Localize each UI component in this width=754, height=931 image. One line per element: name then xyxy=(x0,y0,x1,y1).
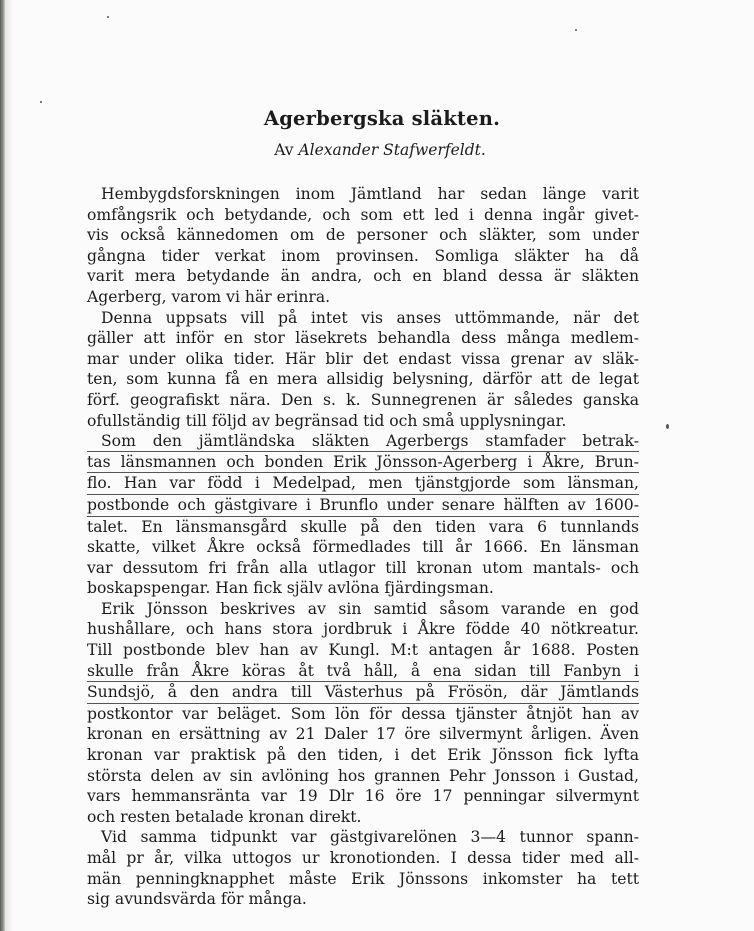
text-line: Denna uppsats vill på intet vis anses uttömmande, när det xyxy=(101,308,639,327)
text-line: vars hemmansränta var 19 Dlr 16 öre 17 penningar silvermynt xyxy=(87,787,639,806)
paper-speck xyxy=(40,101,42,103)
byline-prefix: Av xyxy=(274,141,294,159)
text-line: kronan en ersättning av 21 Daler 17 öre silvermynt årligen. Även xyxy=(87,725,639,744)
text-line: skatte, vilket Åkre också förmedlades till år 1666. En länsman xyxy=(87,538,639,557)
text-line: Agerberg, varom vi här erinra. xyxy=(87,287,331,306)
text-line: förf. geografiskt nära. Den s. k. Sunnegrenen är således ganska xyxy=(87,390,639,409)
text-line: talet. En länsmansgård skulle på den tiden vara 6 tunnlands xyxy=(87,517,639,536)
underlined-text-line: Som den jämtländska släkten Agerbergs stamfader betrak- xyxy=(87,431,639,452)
paper-speck xyxy=(107,16,109,18)
text-line: omfångsrik och betydande, och som ett led i denna ingår givet- xyxy=(87,205,639,224)
paper-speck xyxy=(666,424,669,429)
text-line: var dessutom fri från alla utlagor till kronan utom mantals- och xyxy=(87,558,639,577)
text-line: mar under olika tider. Här blir det endast vissa grenar av släk- xyxy=(87,349,639,368)
text-line: mål pr år, vilka uttogos ur kronotionden. I dessa tider med all- xyxy=(87,849,639,867)
underlined-text-line: flo. Han var född i Medelpad, men tjänstgjorde som länsman, xyxy=(87,473,639,495)
underlined-text-line: tas länsmannen och bonden Erik Jönsson-Agerberg i Åkre, Brun- xyxy=(87,452,639,474)
text-line: Erik Jönsson beskrives av sin samtid såsom varande en god xyxy=(101,599,639,618)
text-line: män penningknapphet måste Erik Jönssons inkomster ha tett xyxy=(87,869,639,888)
text-line: postkontor var beläget. Som lön för dessa tjänster åtnjöt han av xyxy=(87,704,639,723)
text-line: varit mera betydande än andra, och en bland dessa är släkten xyxy=(87,267,639,286)
article-body xyxy=(87,184,639,910)
paper-speck xyxy=(575,29,577,31)
text-line: boskapspengar. Han fick själv avlöna fjärdingsman. xyxy=(87,579,494,598)
text-line: och resten betalade kronan direkt. xyxy=(87,807,362,826)
text-line: hushållare, och hans stora jordbruk i Åkre födde 40 nötkreatur. xyxy=(87,620,639,639)
text-line: ten, som kunna få en mera allsidig belysning, därför att de legat xyxy=(87,370,639,389)
underlined-text-line: skulle från Åkre köras åt två håll, å ena sidan till Fanbyn i xyxy=(87,661,639,683)
text-line: gäller att inför en stor läsekrets behandla dess många medlem- xyxy=(87,329,639,348)
text-line: kronan var praktisk på den tiden, i det Erik Jönsson fick lyfta xyxy=(87,746,639,765)
text-line: vis också kännedomen om de personer och släkter, som under xyxy=(87,226,639,245)
byline xyxy=(0,141,754,159)
text-line: Till postbonde blev han av Kungl. M:t antagen år 1688. Posten xyxy=(87,641,639,660)
scan-page-edge-shadow xyxy=(5,0,13,931)
underlined-text-line: Sundsjö, å den andra till Västerhus på Frösön, där Jämtlands xyxy=(87,682,639,704)
article-title: Agerbergska släkten. xyxy=(263,107,501,131)
underlined-text-line: postbonde och gästgivare i Brunflo under senare hälften av 1600- xyxy=(87,495,639,517)
author-name: Alexander Stafwerfeldt. xyxy=(298,141,486,159)
text-line: Vid samma tidpunkt var gästgivarelönen 3—4 tunnor spann- xyxy=(101,828,639,847)
text-line: Hembygdsforskningen inom Jämtland har sedan länge varit xyxy=(101,185,639,203)
text-line: ofullständig till följd av begränsad tid och små upplysningar. xyxy=(87,411,567,430)
text-line: största delen av sin avlöning hos grannen Pehr Jonsson i Gustad, xyxy=(87,766,639,785)
text-line: sig avundsvärda för många. xyxy=(87,890,307,909)
text-line: gångna tider verkat inom provinsen. Somliga släkter ha då xyxy=(87,246,639,265)
